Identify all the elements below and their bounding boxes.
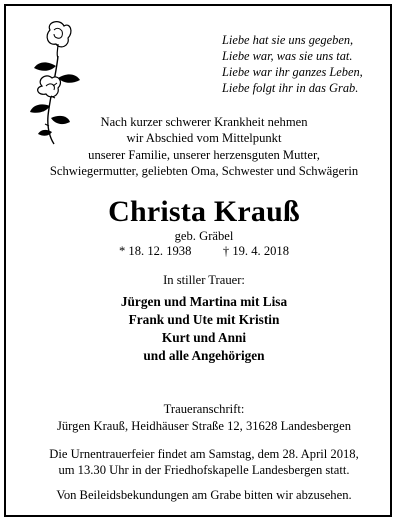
service-line: Die Urnentrauerfeier findet am Samstag, dem 28. April 2018, (49, 447, 359, 461)
life-dates (6, 244, 400, 259)
intro-text (6, 114, 400, 179)
poem (222, 32, 400, 96)
birth-name: geb. Gräbel (174, 229, 234, 243)
mourning-label: In stiller Trauer: (163, 273, 245, 287)
mourner-line: und alle Angehörigen (143, 348, 265, 363)
birth-date: * 18. 12. 1938 (118, 244, 192, 258)
service-line: um 13.30 Uhr in der Friedhofskapelle Landesbergen statt. (58, 463, 350, 478)
intro-line: Nach kurzer schwerer Krankheit nehmen (100, 115, 308, 129)
mourner-line: Frank und Ute mit Kristin (128, 312, 280, 327)
mourner-line: Jürgen und Martina mit Lisa (120, 294, 288, 309)
address-label: Traueranschrift: (163, 402, 245, 416)
poem-line: Liebe hat sie uns gegeben, (222, 33, 354, 47)
closing-note: Von Beileidsbekundungen am Grabe bitten wir abzusehen. (56, 488, 352, 502)
poem-line: Liebe war ihr ganzes Leben, (222, 65, 363, 79)
address-text: Jürgen Krauß, Heidhäuser Straße 12, 31628 Landesbergen (56, 419, 351, 433)
service-info (6, 446, 400, 479)
obituary-notice (4, 4, 392, 517)
deceased-name: Christa Krauß (108, 195, 300, 228)
poem-line: Liebe folgt ihr in das Grab. (222, 81, 359, 95)
intro-line: unserer Familie, unserer herzensguten Mutter, (88, 147, 320, 162)
mourner-line: Kurt und Anni (161, 330, 247, 345)
poem-line: Liebe war, was sie uns tat. (222, 49, 353, 63)
mourners-list (6, 293, 400, 365)
death-date: † 19. 4. 2018 (222, 244, 290, 258)
intro-line: Schwiegermutter, geliebten Oma, Schwester und Schwägerin (49, 163, 359, 178)
intro-line: wir Abschied vom Mittelpunkt (126, 131, 282, 146)
